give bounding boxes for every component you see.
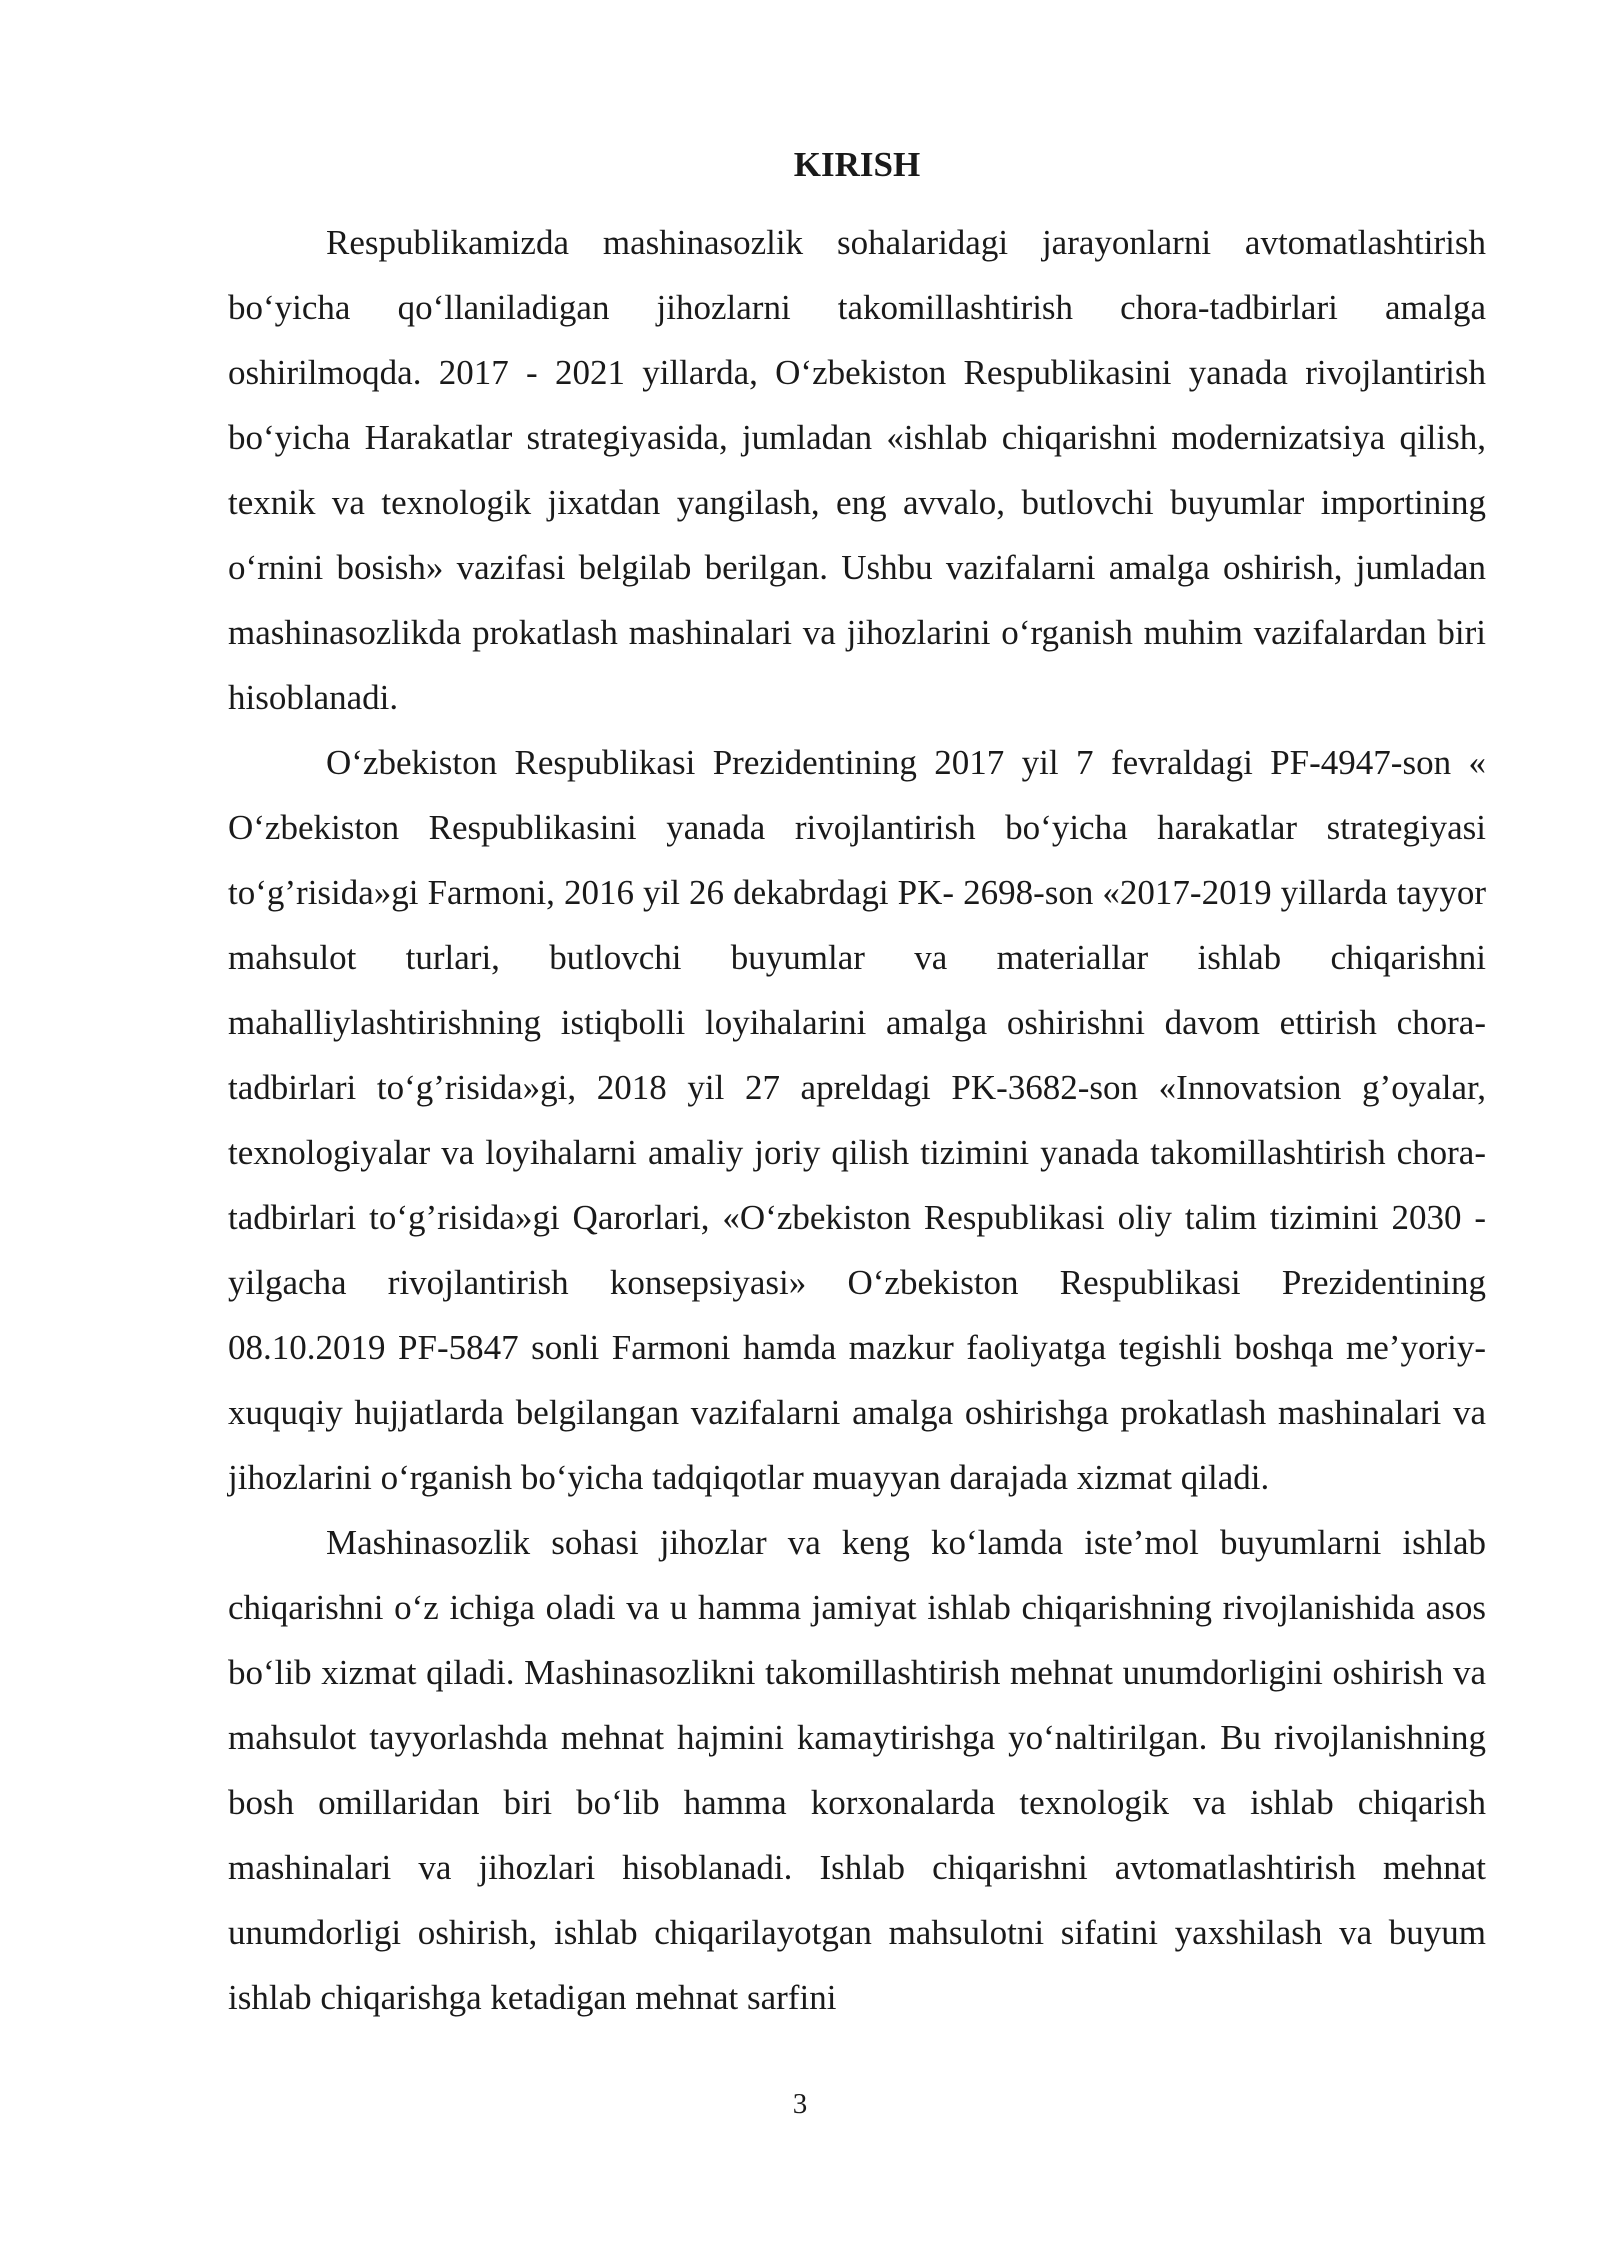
page-content bbox=[228, 140, 1486, 2030]
section-title: KIRISH bbox=[793, 145, 921, 184]
paragraph-mechanical-engineering: Mashinasozlik sohasi jihozlar va keng ko‘lamda iste’mol buyumlarni ishlab chiqarishni o‘z ichiga oladi va u hamma jamiyat ishlab chiqarishning rivojlanishida asos bo‘lib xizmat qiladi. Mashinasozlikni takomillashtirish mehnat unumdorligini oshirish va mahsulot tayyorlashda mehnat hajmini kamaytirishga yo‘naltirilgan. Bu rivojlanishning bosh omillaridan biri bo‘lib hamma korxonalarda texnologik va ishlab chiqarish mashinalari va jihozlari hisoblanadi. Ishlab chiqarishni avtomatlashtirish mehnat unumdorligi oshirish, ishlab chiqarilayotgan mahsulotni sifatini yaxshilash va buyum ishlab chiqarishga ketadigan mehnat sarfini bbox=[228, 1523, 1486, 2017]
page-number: 3 bbox=[792, 2088, 808, 2120]
paragraph-intro: Respublikamizda mashinasozlik sohalaridagi jarayonlarni avtomatlashtirish bo‘yicha qo‘llaniladigan jihozlarni takomillashtirish chora-tadbirlari amalga oshirilmoqda. 2017 - 2021 yillarda, O‘zbekiston Respublikasini yanada rivojlantirish bo‘yicha Harakatlar strategiyasida, jumladan «ishlab chiqarishni modernizatsiya qilish, texnik va texnologik jixatdan yangilash, eng avvalo, butlovchi buyumlar importining o‘rnini bosish» vazifasi belgilab berilgan. Ushbu vazifalarni amalga oshirish, jumladan mashinasozlikda prokatlash mashinalari va jihozlarini o‘rganish muhim vazifalardan biri hisoblanadi. bbox=[228, 223, 1486, 717]
paragraph-legal-basis: O‘zbekiston Respublikasi Prezidentining 2017 yil 7 fevraldagi PF-4947-son « O‘zbekiston Respublikasini yanada rivojlantirish bo‘yicha harakatlar strategiyasi to‘g’risida»gi Farmoni, 2016 yil 26 dekabrdagi PK- 2698-son «2017-2019 yillarda tayyor mahsulot turlari, butlovchi buyumlar va materiallar ishlab chiqarishni mahalliylashtirishning istiqbolli loyihalarini amalga oshirishni davom ettirish chora-tadbirlari to‘g’risida»gi, 2018 yil 27 apreldagi PK-3682-son «Innovatsion g’oyalar, texnologiyalar va loyihalarni amaliy joriy qilish tizimini yanada takomillashtirish chora-tadbirlari to‘g’risida»gi Qarorlari, «O‘zbekiston Respublikasi oliy talim tizimini 2030 - yilgacha rivojlantirish konsepsiyasi» O‘zbekiston Respublikasi Prezidentining 08.10.2019 PF-5847 sonli Farmoni hamda mazkur faoliyatga tegishli boshqa me’yoriy-xuquqiy hujjatlarda belgilangan vazifalarni amalga oshirishga prokatlash mashinalari va jihozlarini o‘rganish bo‘yicha tadqiqotlar muayyan darajada xizmat qiladi. bbox=[228, 743, 1486, 1497]
